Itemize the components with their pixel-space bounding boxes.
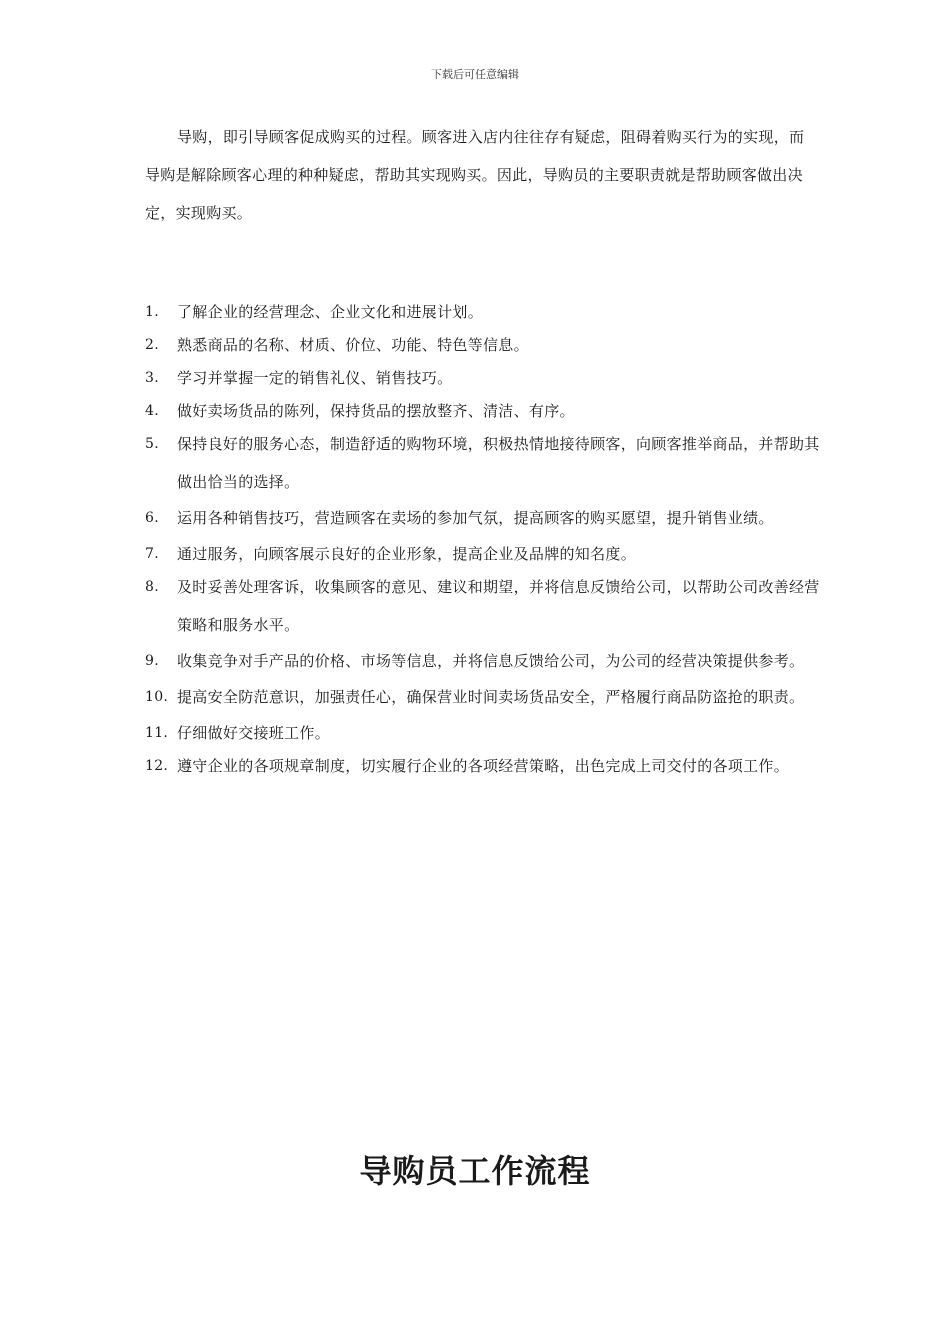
list-item-number: 10. — [145, 689, 169, 705]
list-item — [145, 571, 825, 644]
list-item — [145, 395, 825, 427]
list-item — [145, 362, 825, 394]
list-item-number: 7. — [145, 546, 159, 562]
list-item — [145, 645, 825, 680]
list-item-number: 2. — [145, 337, 159, 353]
list-item-text: 运用各种销售技巧，营造顾客在卖场的参加气氛，提高顾客的购买愿望，提升销售业绩。 — [177, 509, 774, 527]
list-item-text: 做好卖场货品的陈列，保持货品的摆放整齐、清洁、有序。 — [177, 402, 575, 420]
list-item-number: 4. — [145, 403, 159, 419]
list-item-text: 提高安全防范意识，加强责任心，确保营业时间卖场货品安全，严格履行商品防盗抢的职责。 — [177, 688, 805, 706]
list-item-text: 熟悉商品的名称、材质、价位、功能、特色等信息。 — [177, 336, 529, 354]
list-item — [145, 296, 825, 328]
list-item-number: 6. — [145, 510, 159, 526]
duty-list — [145, 296, 825, 786]
list-item-number: 11. — [145, 725, 169, 741]
list-item-text: 及时妥善处理客诉，收集顾客的意见、建议和期望，并将信息反馈给公司，以帮助公司改善经营策略和服务水平。 — [177, 578, 820, 634]
list-item-text: 收集竞争对手产品的价格、市场等信息，并将信息反馈给公司，为公司的经营决策提供参考。 — [177, 652, 805, 670]
list-item-number: 3. — [145, 370, 159, 386]
list-item — [145, 717, 825, 749]
list-item — [145, 502, 825, 537]
page-header-note: 下载后可任意编辑 — [431, 68, 519, 81]
list-item-number: 1. — [145, 304, 159, 320]
section-title: 导购员工作流程 — [359, 1152, 591, 1190]
list-item — [145, 329, 825, 361]
list-item-text: 仔细做好交接班工作。 — [177, 724, 331, 742]
list-item-text: 通过服务，向顾客展示良好的企业形象，提高企业及品牌的知名度。 — [177, 545, 637, 563]
list-item — [145, 538, 825, 570]
list-item — [145, 681, 825, 716]
list-item-text: 学习并掌握一定的销售礼仪、销售技巧。 — [177, 369, 453, 387]
list-item-number: 8. — [145, 579, 159, 595]
list-item-text: 了解企业的经营理念、企业文化和进展计划。 — [177, 303, 484, 321]
list-item-text: 保持良好的服务心态，制造舒适的购物环境，积极热情地接待顾客，向顾客推举商品，并帮助其做出恰当的选择。 — [177, 435, 820, 491]
list-item-number: 5. — [145, 436, 159, 452]
list-item-number: 12. — [145, 758, 169, 774]
list-item — [145, 428, 825, 501]
intro-paragraph: 导购，即引导顾客促成购买的过程。顾客进入店内往往存有疑虑，阻碍着购买行为的实现，而导购是解除顾客心理的种种疑虑，帮助其实现购买。因此，导购员的主要职责就是帮助顾客做出决定，实现购买。 — [145, 128, 805, 222]
list-item-text: 遵守企业的各项规章制度，切实履行企业的各项经营策略，出色完成上司交付的各项工作。 — [177, 757, 790, 775]
list-item — [145, 750, 825, 785]
list-item-number: 9. — [145, 653, 159, 669]
